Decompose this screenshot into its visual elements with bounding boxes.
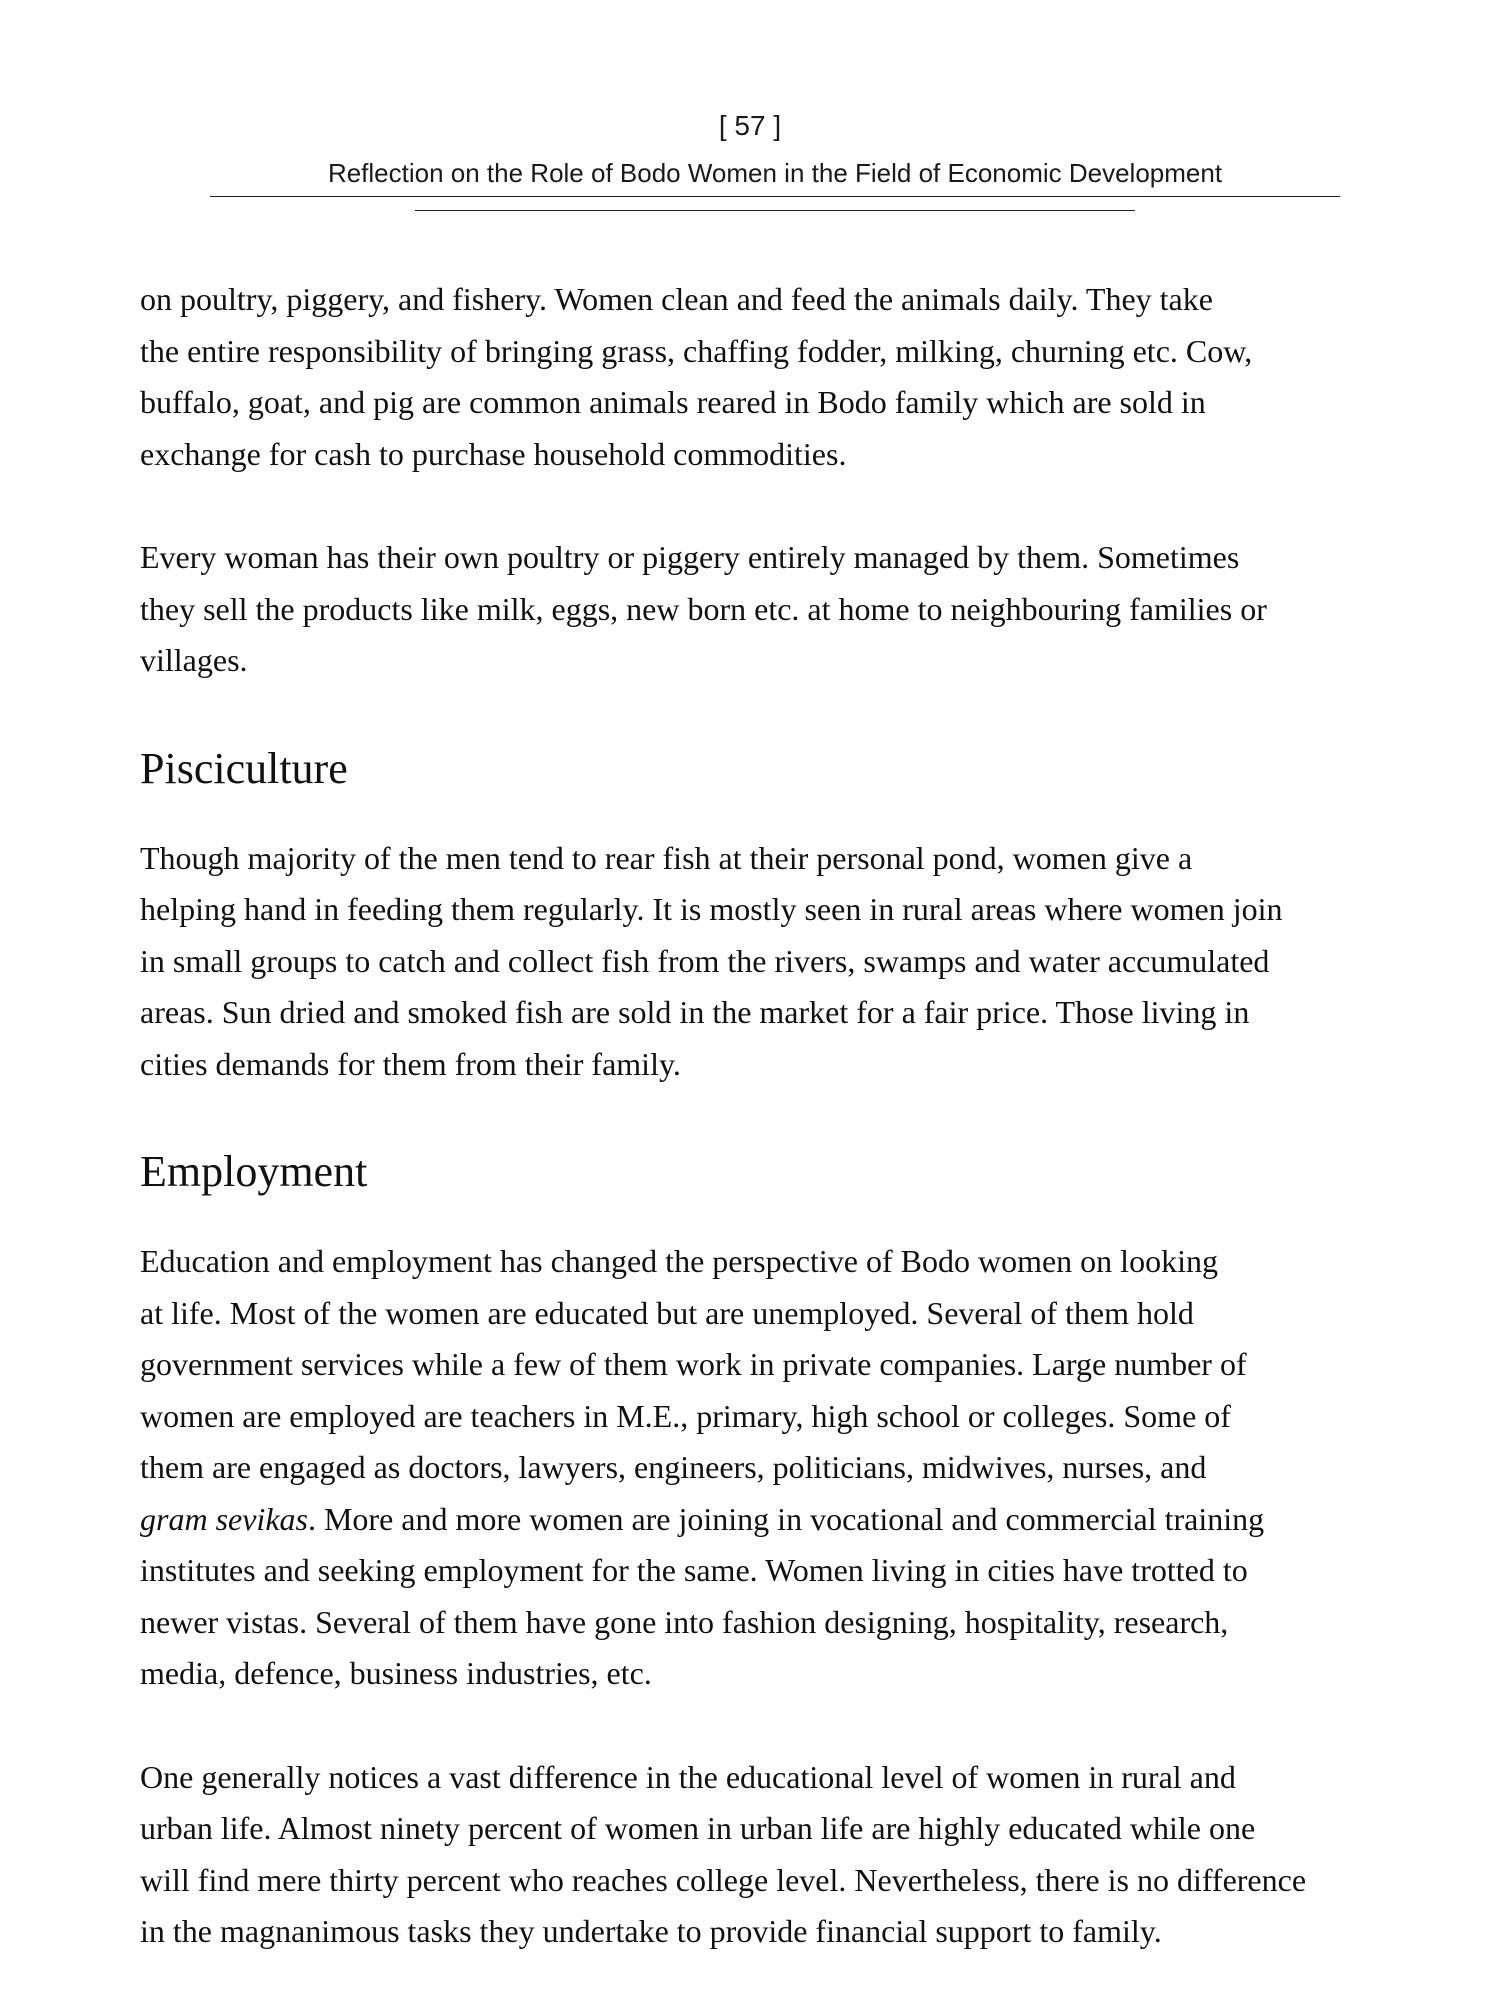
body-text	[140, 274, 1415, 2010]
text-line: media, defence, business industries, etc.	[140, 1655, 652, 1691]
text-line: in small groups to catch and collect fish from the rivers, swamps and water accumulated	[140, 942, 1270, 979]
italic-term: gram sevikas	[140, 1500, 308, 1537]
text-line: the entire responsibility of bringing grass, chaffing fodder, milking, churning etc. Cow,	[140, 332, 1253, 369]
text-line: exchange for cash to purchase household commodities.	[140, 435, 847, 472]
text-line: Education and employment has changed the perspective of Bodo women on looking	[140, 1243, 1218, 1279]
text-line: cities demands for them from their family.	[140, 1045, 681, 1082]
text-line: helping hand in feeding them regularly. It is mostly seen in rural areas where women join	[140, 891, 1283, 927]
text-segment: . More and more women are joining in vocational and commercial training	[307, 1500, 1265, 1537]
text-line: buffalo, goat, and pig are common animals reared in Bodo family which are sold in	[140, 384, 1206, 420]
paragraph-pisciculture	[140, 833, 1415, 1091]
text-line: newer vistas. Several of them have gone into fashion designing, hospitality, research,	[140, 1603, 1229, 1640]
text-line: government services while a few of them work in private companies. Large number of	[140, 1346, 1247, 1382]
text-line: they sell the products like milk, eggs, new born etc. at home to neighbouring families or	[140, 590, 1267, 627]
text-line: will find mere thirty percent who reaches college level. Nevertheless, there is no difference	[140, 1861, 1307, 1898]
text-line: Every woman has their own poultry or piggery entirely managed by them. Sometimes	[140, 539, 1240, 575]
page-number: [ 57 ]	[718, 110, 782, 141]
text-line: villages.	[140, 642, 248, 678]
paragraph-employment	[140, 1236, 1415, 1700]
text-line: at life. Most of the women are educated but are unemployed. Several of them hold	[140, 1294, 1194, 1331]
heading-employment: Employment	[140, 1147, 368, 1196]
heading-pisciculture: Pisciculture	[140, 743, 348, 793]
text-line: on poultry, piggery, and fishery. Women clean and feed the animals daily. They take	[140, 281, 1213, 317]
running-title: Reflection on the Role of Bodo Women in the Field of Economic Development	[327, 158, 1223, 188]
text-line: areas. Sun dried and smoked fish are sold in the market for a fair price. Those living in	[140, 994, 1250, 1030]
paragraph-poultry	[140, 532, 1415, 687]
text-line: them are engaged as doctors, lawyers, engineers, politicians, midwives, nurses, and	[140, 1449, 1207, 1485]
header-rule-short	[415, 210, 1135, 211]
text-line: institutes and seeking employment for the same. Women living in cities have trotted to	[140, 1552, 1248, 1588]
paragraph-education-gap	[140, 1752, 1415, 1958]
text-line: Though majority of the men tend to rear fish at their personal pond, women give a	[140, 839, 1193, 876]
text-line: One generally notices a vast difference in the educational level of women in rural and	[140, 1758, 1236, 1795]
text-line: urban life. Almost ninety percent of women in urban life are highly educated while one	[140, 1810, 1256, 1846]
text-line: women are employed are teachers in M.E., primary, high school or colleges. Some of	[140, 1397, 1231, 1434]
text-line-with-italic	[140, 1494, 1415, 1546]
text-line: in the magnanimous tasks they undertake to provide financial support to family.	[140, 1913, 1162, 1949]
header-rule-long	[210, 196, 1340, 197]
paragraph-livestock	[140, 274, 1415, 480]
